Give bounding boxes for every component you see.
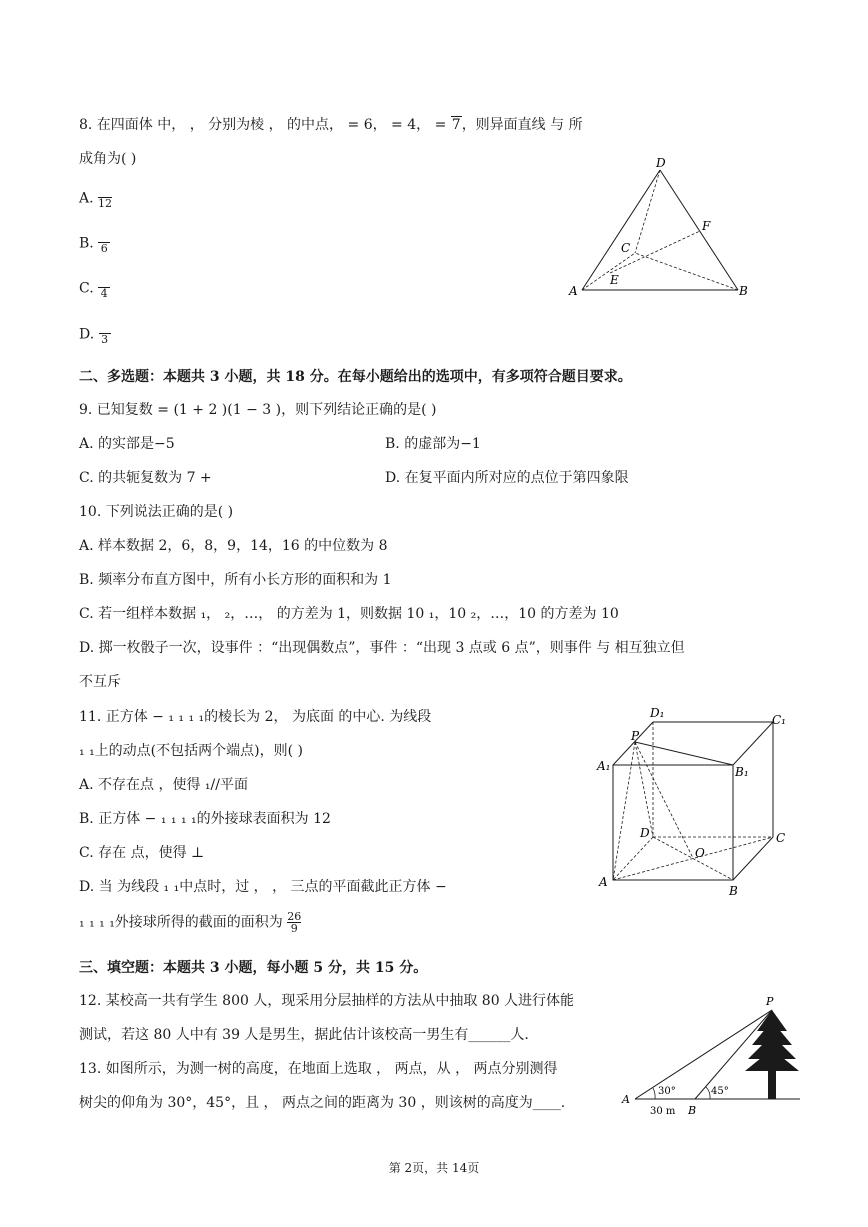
label-D: D (656, 156, 666, 170)
q11-stem-line1: 11. 正方体 − ₁ ₁ ₁ ₁的棱长为 2， 为底面 的中心. 为线段 (79, 709, 432, 725)
cube-label-D: D (640, 826, 650, 840)
q9-option-c: C. 的共轭复数为 7 + (79, 470, 212, 486)
q11-option-a: A. 不存在点 ，使得 ₁//平面 (79, 777, 248, 793)
q13-line1: 13. 如图所示，为测一树的高度，在地面上选取 ， 两点，从 ， 两点分别测得 (79, 1061, 558, 1077)
q8-stem-line1: 8. 在四面体 中， ， 分别为棱 ， 的中点， = 6， = 4， = 7，则异面直线 与 所 (79, 117, 583, 133)
q8-option-b: B. 6 (79, 233, 110, 254)
q8-option-a: A. 12 (79, 188, 112, 209)
q11-option-d-line2: ₁ ₁ ₁ ₁外接球所得的截面的面积为 $\frac{26}{9}$ (79, 910, 302, 935)
q13-line2: 树尖的仰角为 30°，45°，且 ， 两点之间的距离为 30 ，则该树的高度为____. (79, 1095, 566, 1111)
label-B: B (739, 284, 748, 298)
q11-option-d-line1: D. 当 为线段 ₁ ₁中点时，过 ， ， 三点的平面截此正方体 − (79, 879, 447, 895)
page-footer: 第 2页，共 14页 (388, 1161, 480, 1175)
section2-heading: 二、多选题：本题共 3 小题，共 18 分。在每小题给出的选项中，有多项符合题目要求。 (79, 369, 632, 385)
cube-label-B1: B₁ (735, 765, 749, 779)
q9-option-a: A. 的实部是−5 (79, 436, 175, 452)
label-E: E (610, 273, 619, 287)
q8-option-a-fraction: 12 (98, 188, 112, 209)
label-A: A (569, 284, 578, 298)
q8-option-d: D. 3 (79, 324, 111, 345)
cube-label-D1: D₁ (650, 706, 665, 720)
tree-angle-figure (620, 993, 800, 1123)
tree-label-distance: 30 m (650, 1106, 676, 1117)
cube-label-B: B (729, 884, 738, 898)
q10-option-d-line1: D. 掷一枚骰子一次，设事件 ：“出现偶数点”，事件 ：“出现 3 点或 6 点”，则事件 与 相互独立但 (79, 640, 685, 656)
q9-option-b: B. 的虚部为−1 (385, 436, 481, 452)
q11-stem-line2: ₁ ₁上的动点(不包括两个端点)，则( ) (79, 743, 303, 759)
q11-option-c: C. 存在 点，使得 ⊥ (79, 845, 205, 861)
cube-label-A1: A₁ (597, 759, 611, 773)
q10-option-d-line2: 不互斥 (79, 674, 121, 690)
label-C: C (621, 241, 631, 255)
cube-label-C: C (776, 831, 786, 845)
q10-option-c: C. 若一组样本数据 ₁， ₂，…， 的方差为 1，则数据 10 ₁，10 ₂，…，10 的方差为 10 (79, 606, 619, 622)
q8-option-c: C. 4 (79, 278, 110, 299)
cube-label-P: P (631, 729, 640, 743)
q9-stem: 9. 已知复数 = (1 + 2 )(1 − 3 )，则下列结论正确的是( ) (79, 402, 437, 418)
tree-label-P: P (766, 995, 774, 1008)
q12-line2: 测试，若这 80 人中有 39 人是男生，据此估计该校高一男生有______人. (79, 1027, 529, 1043)
q8-stem-line2: 成角为( ) (79, 151, 137, 167)
q11-option-b: B. 正方体 − ₁ ₁ ₁ ₁的外接球表面积为 12 (79, 811, 331, 827)
cube-label-O: O (695, 846, 705, 860)
sqrt-7: 7 (451, 117, 461, 133)
cube-figure (595, 700, 795, 900)
tree-icon (745, 1010, 799, 1099)
cube-label-C1: C₁ (772, 713, 786, 727)
label-F: F (702, 219, 711, 233)
tree-label-A: A (622, 1093, 630, 1106)
q10-option-b: B. 频率分布直方图中，所有小长方形的面积和为 1 (79, 572, 392, 588)
q11-option-d-fraction: $\frac{26}{9}$ (287, 910, 302, 935)
tree-label-angle45: 45° (711, 1086, 729, 1097)
tetrahedron-figure (565, 155, 765, 305)
q10-option-a: A. 样本数据 2，6，8，9，14，16 的中位数为 8 (79, 538, 388, 554)
section3-heading: 三、填空题：本题共 3 小题，每小题 5 分，共 15 分。 (79, 960, 428, 976)
q12-line1: 12. 某校高一共有学生 800 人，现采用分层抽样的方法从中抽取 80 人进行体能 (79, 993, 575, 1009)
q8-option-d-fraction: 3 (99, 324, 111, 345)
q8-option-b-fraction: 6 (98, 233, 110, 254)
q9-option-d: D. 在复平面内所对应的点位于第四象限 (385, 470, 629, 486)
q10-stem: 10. 下列说法正确的是( ) (79, 504, 234, 520)
q8-option-c-fraction: 4 (98, 278, 110, 299)
tree-label-B: B (688, 1104, 697, 1117)
cube-label-A: A (599, 875, 608, 889)
tree-label-angle30: 30° (658, 1086, 676, 1097)
